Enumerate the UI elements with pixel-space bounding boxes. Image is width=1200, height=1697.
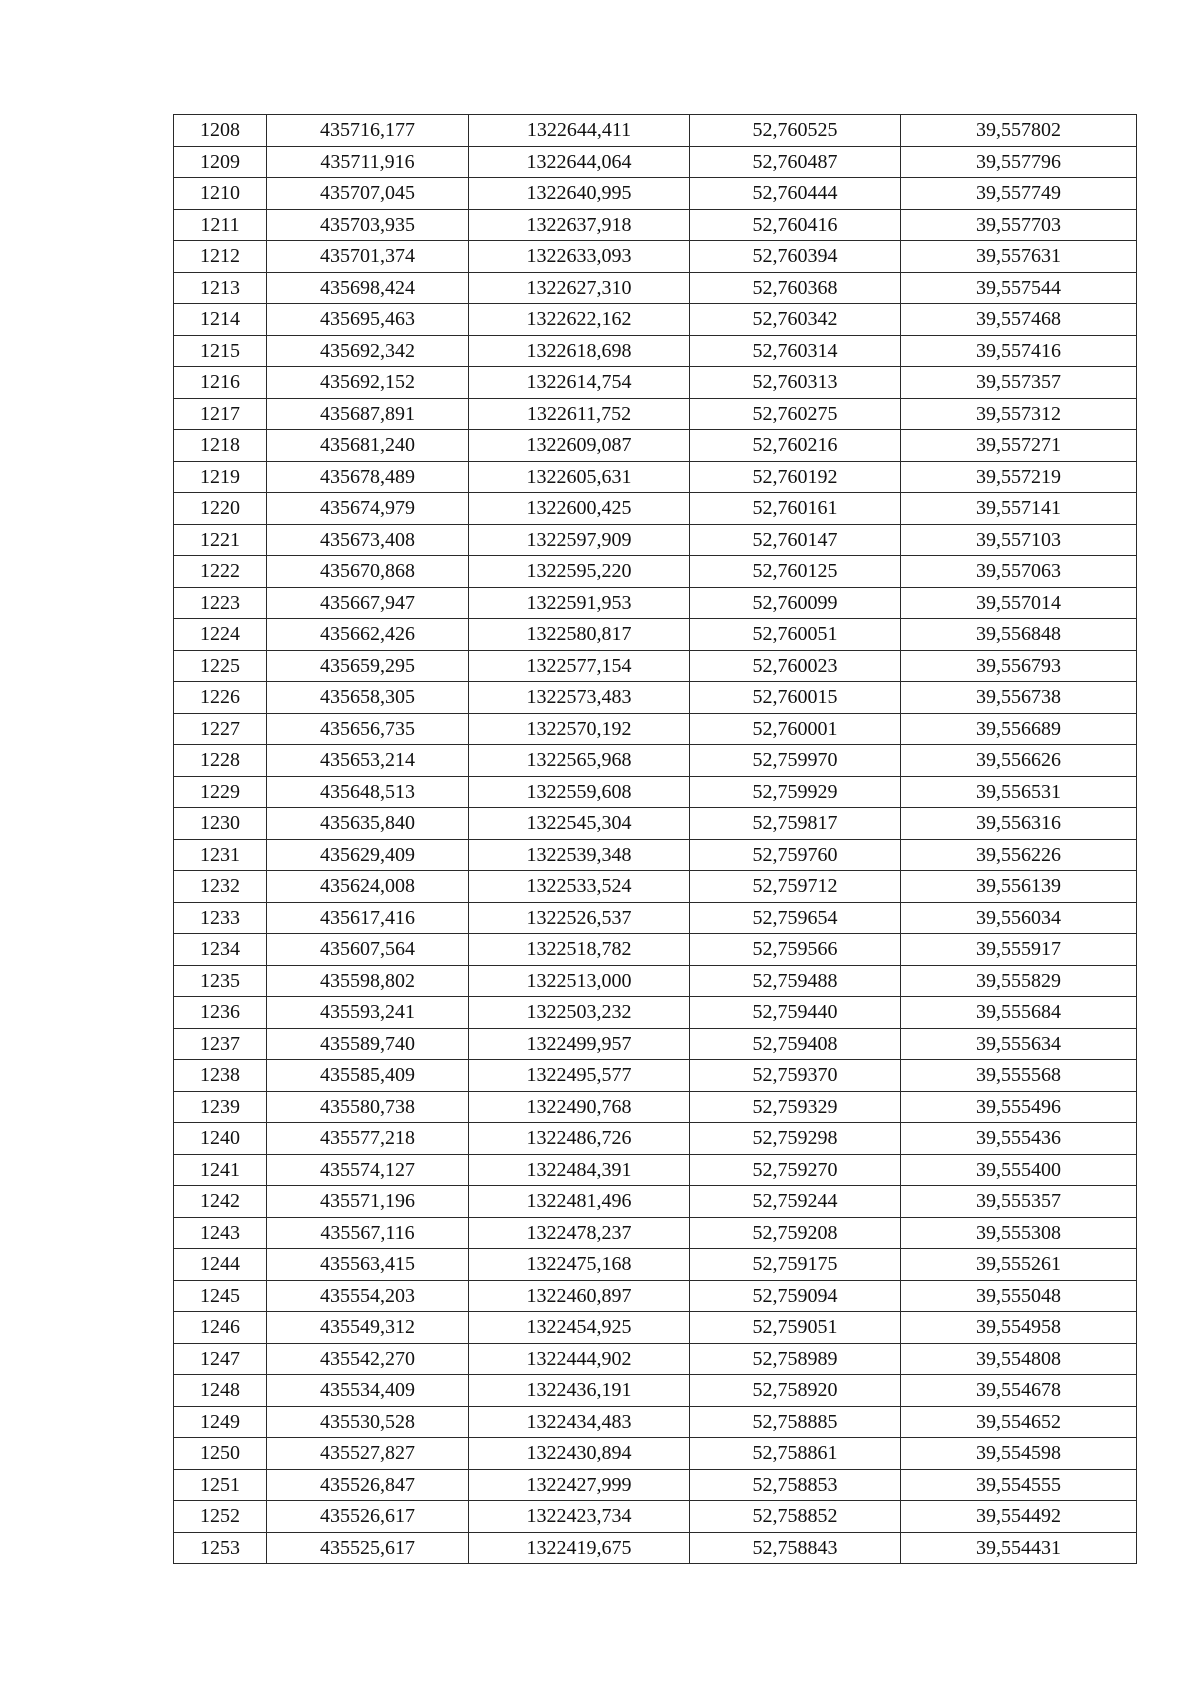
table-row [174,115,1137,147]
x-coordinate-cell: 435525,617 [267,1532,469,1564]
x-coordinate-cell: 435554,203 [267,1280,469,1312]
point-number-cell: 1233 [174,902,267,934]
latitude-cell: 52,760275 [690,398,901,430]
point-number-cell: 1248 [174,1375,267,1407]
latitude-cell: 52,759654 [690,902,901,934]
longitude-cell: 39,557468 [901,304,1137,336]
table-row [174,650,1137,682]
point-number-cell: 1231 [174,839,267,871]
point-number-cell: 1218 [174,430,267,462]
y-coordinate-cell: 1322570,192 [469,713,690,745]
x-coordinate-cell: 435526,847 [267,1469,469,1501]
table-row [174,241,1137,273]
table-row [174,1438,1137,1470]
longitude-cell: 39,554555 [901,1469,1137,1501]
table-row [174,335,1137,367]
point-number-cell: 1249 [174,1406,267,1438]
point-number-cell: 1245 [174,1280,267,1312]
longitude-cell: 39,555436 [901,1123,1137,1155]
table-row [174,1375,1137,1407]
y-coordinate-cell: 1322597,909 [469,524,690,556]
table-row [174,682,1137,714]
longitude-cell: 39,554678 [901,1375,1137,1407]
y-coordinate-cell: 1322633,093 [469,241,690,273]
x-coordinate-cell: 435567,116 [267,1217,469,1249]
longitude-cell: 39,555400 [901,1154,1137,1186]
table-row [174,1280,1137,1312]
longitude-cell: 39,557416 [901,335,1137,367]
latitude-cell: 52,759488 [690,965,901,997]
longitude-cell: 39,556531 [901,776,1137,808]
table-row [174,1469,1137,1501]
longitude-cell: 39,556689 [901,713,1137,745]
latitude-cell: 52,760444 [690,178,901,210]
latitude-cell: 52,759270 [690,1154,901,1186]
x-coordinate-cell: 435692,342 [267,335,469,367]
y-coordinate-cell: 1322486,726 [469,1123,690,1155]
table-row [174,619,1137,651]
table-row [174,965,1137,997]
y-coordinate-cell: 1322475,168 [469,1249,690,1281]
y-coordinate-cell: 1322436,191 [469,1375,690,1407]
x-coordinate-cell: 435692,152 [267,367,469,399]
y-coordinate-cell: 1322591,953 [469,587,690,619]
y-coordinate-cell: 1322618,698 [469,335,690,367]
x-coordinate-cell: 435617,416 [267,902,469,934]
y-coordinate-cell: 1322605,631 [469,461,690,493]
y-coordinate-cell: 1322490,768 [469,1091,690,1123]
y-coordinate-cell: 1322444,902 [469,1343,690,1375]
x-coordinate-cell: 435598,802 [267,965,469,997]
latitude-cell: 52,760368 [690,272,901,304]
y-coordinate-cell: 1322526,537 [469,902,690,934]
y-coordinate-cell: 1322577,154 [469,650,690,682]
y-coordinate-cell: 1322454,925 [469,1312,690,1344]
y-coordinate-cell: 1322644,064 [469,146,690,178]
x-coordinate-cell: 435607,564 [267,934,469,966]
point-number-cell: 1246 [174,1312,267,1344]
point-number-cell: 1253 [174,1532,267,1564]
table-row [174,713,1137,745]
y-coordinate-cell: 1322640,995 [469,178,690,210]
table-row [174,1060,1137,1092]
y-coordinate-cell: 1322430,894 [469,1438,690,1470]
point-number-cell: 1250 [174,1438,267,1470]
table-row [174,808,1137,840]
longitude-cell: 39,555357 [901,1186,1137,1218]
latitude-cell: 52,759244 [690,1186,901,1218]
table-row [174,430,1137,462]
y-coordinate-cell: 1322533,524 [469,871,690,903]
x-coordinate-cell: 435530,528 [267,1406,469,1438]
longitude-cell: 39,554598 [901,1438,1137,1470]
y-coordinate-cell: 1322478,237 [469,1217,690,1249]
point-number-cell: 1212 [174,241,267,273]
latitude-cell: 52,758853 [690,1469,901,1501]
point-number-cell: 1222 [174,556,267,588]
longitude-cell: 39,557796 [901,146,1137,178]
x-coordinate-cell: 435670,868 [267,556,469,588]
y-coordinate-cell: 1322481,496 [469,1186,690,1218]
point-number-cell: 1215 [174,335,267,367]
table-row [174,1343,1137,1375]
x-coordinate-cell: 435673,408 [267,524,469,556]
point-number-cell: 1241 [174,1154,267,1186]
latitude-cell: 52,758989 [690,1343,901,1375]
latitude-cell: 52,759329 [690,1091,901,1123]
point-number-cell: 1232 [174,871,267,903]
y-coordinate-cell: 1322545,304 [469,808,690,840]
x-coordinate-cell: 435635,840 [267,808,469,840]
x-coordinate-cell: 435658,305 [267,682,469,714]
y-coordinate-cell: 1322609,087 [469,430,690,462]
table-row [174,997,1137,1029]
x-coordinate-cell: 435542,270 [267,1343,469,1375]
point-number-cell: 1247 [174,1343,267,1375]
longitude-cell: 39,554958 [901,1312,1137,1344]
latitude-cell: 52,760342 [690,304,901,336]
latitude-cell: 52,760192 [690,461,901,493]
longitude-cell: 39,557631 [901,241,1137,273]
longitude-cell: 39,557357 [901,367,1137,399]
longitude-cell: 39,557749 [901,178,1137,210]
latitude-cell: 52,758852 [690,1501,901,1533]
latitude-cell: 52,760314 [690,335,901,367]
table-row [174,1091,1137,1123]
longitude-cell: 39,555261 [901,1249,1137,1281]
x-coordinate-cell: 435681,240 [267,430,469,462]
point-number-cell: 1235 [174,965,267,997]
latitude-cell: 52,759051 [690,1312,901,1344]
point-number-cell: 1251 [174,1469,267,1501]
point-number-cell: 1229 [174,776,267,808]
latitude-cell: 52,759566 [690,934,901,966]
x-coordinate-cell: 435659,295 [267,650,469,682]
table-row [174,776,1137,808]
longitude-cell: 39,555308 [901,1217,1137,1249]
longitude-cell: 39,556738 [901,682,1137,714]
longitude-cell: 39,557703 [901,209,1137,241]
point-number-cell: 1217 [174,398,267,430]
latitude-cell: 52,759298 [690,1123,901,1155]
table-row [174,1532,1137,1564]
latitude-cell: 52,759817 [690,808,901,840]
point-number-cell: 1220 [174,493,267,525]
latitude-cell: 52,758885 [690,1406,901,1438]
table-row [174,272,1137,304]
longitude-cell: 39,554652 [901,1406,1137,1438]
latitude-cell: 52,760416 [690,209,901,241]
longitude-cell: 39,556034 [901,902,1137,934]
x-coordinate-cell: 435624,008 [267,871,469,903]
y-coordinate-cell: 1322627,310 [469,272,690,304]
x-coordinate-cell: 435662,426 [267,619,469,651]
longitude-cell: 39,555496 [901,1091,1137,1123]
x-coordinate-cell: 435580,738 [267,1091,469,1123]
point-number-cell: 1209 [174,146,267,178]
point-number-cell: 1228 [174,745,267,777]
x-coordinate-cell: 435701,374 [267,241,469,273]
point-number-cell: 1227 [174,713,267,745]
latitude-cell: 52,760015 [690,682,901,714]
y-coordinate-cell: 1322460,897 [469,1280,690,1312]
x-coordinate-cell: 435698,424 [267,272,469,304]
point-number-cell: 1226 [174,682,267,714]
longitude-cell: 39,556226 [901,839,1137,871]
y-coordinate-cell: 1322503,232 [469,997,690,1029]
latitude-cell: 52,759175 [690,1249,901,1281]
table-row [174,367,1137,399]
y-coordinate-cell: 1322427,999 [469,1469,690,1501]
latitude-cell: 52,760487 [690,146,901,178]
point-number-cell: 1236 [174,997,267,1029]
longitude-cell: 39,556139 [901,871,1137,903]
table-row [174,524,1137,556]
table-row [174,398,1137,430]
x-coordinate-cell: 435648,513 [267,776,469,808]
longitude-cell: 39,557544 [901,272,1137,304]
table-row [174,493,1137,525]
point-number-cell: 1240 [174,1123,267,1155]
latitude-cell: 52,758843 [690,1532,901,1564]
point-number-cell: 1211 [174,209,267,241]
x-coordinate-cell: 435577,218 [267,1123,469,1155]
latitude-cell: 52,759760 [690,839,901,871]
table-row [174,1249,1137,1281]
y-coordinate-cell: 1322559,608 [469,776,690,808]
y-coordinate-cell: 1322614,754 [469,367,690,399]
x-coordinate-cell: 435549,312 [267,1312,469,1344]
y-coordinate-cell: 1322484,391 [469,1154,690,1186]
latitude-cell: 52,760216 [690,430,901,462]
latitude-cell: 52,759094 [690,1280,901,1312]
latitude-cell: 52,759970 [690,745,901,777]
latitude-cell: 52,760023 [690,650,901,682]
latitude-cell: 52,760161 [690,493,901,525]
latitude-cell: 52,759712 [690,871,901,903]
y-coordinate-cell: 1322600,425 [469,493,690,525]
point-number-cell: 1210 [174,178,267,210]
y-coordinate-cell: 1322434,483 [469,1406,690,1438]
y-coordinate-cell: 1322495,577 [469,1060,690,1092]
point-number-cell: 1208 [174,115,267,147]
x-coordinate-cell: 435574,127 [267,1154,469,1186]
x-coordinate-cell: 435526,617 [267,1501,469,1533]
table-row [174,587,1137,619]
longitude-cell: 39,557312 [901,398,1137,430]
longitude-cell: 39,557063 [901,556,1137,588]
longitude-cell: 39,557141 [901,493,1137,525]
point-number-cell: 1252 [174,1501,267,1533]
x-coordinate-cell: 435703,935 [267,209,469,241]
x-coordinate-cell: 435563,415 [267,1249,469,1281]
table-row [174,1406,1137,1438]
table-row [174,146,1137,178]
table-row [174,178,1137,210]
table-row [174,1186,1137,1218]
table-row [174,934,1137,966]
y-coordinate-cell: 1322611,752 [469,398,690,430]
table-row [174,871,1137,903]
latitude-cell: 52,759408 [690,1028,901,1060]
table-row [174,209,1137,241]
longitude-cell: 39,557219 [901,461,1137,493]
longitude-cell: 39,555917 [901,934,1137,966]
coordinates-table-body [174,115,1137,1564]
latitude-cell: 52,759208 [690,1217,901,1249]
latitude-cell: 52,759440 [690,997,901,1029]
longitude-cell: 39,556316 [901,808,1137,840]
longitude-cell: 39,557802 [901,115,1137,147]
table-row [174,745,1137,777]
point-number-cell: 1237 [174,1028,267,1060]
y-coordinate-cell: 1322423,734 [469,1501,690,1533]
longitude-cell: 39,557103 [901,524,1137,556]
x-coordinate-cell: 435707,045 [267,178,469,210]
x-coordinate-cell: 435711,916 [267,146,469,178]
longitude-cell: 39,555829 [901,965,1137,997]
point-number-cell: 1238 [174,1060,267,1092]
latitude-cell: 52,760394 [690,241,901,273]
longitude-cell: 39,556848 [901,619,1137,651]
table-row [174,1123,1137,1155]
point-number-cell: 1214 [174,304,267,336]
latitude-cell: 52,760147 [690,524,901,556]
latitude-cell: 52,758861 [690,1438,901,1470]
x-coordinate-cell: 435585,409 [267,1060,469,1092]
y-coordinate-cell: 1322644,411 [469,115,690,147]
y-coordinate-cell: 1322637,918 [469,209,690,241]
x-coordinate-cell: 435716,177 [267,115,469,147]
y-coordinate-cell: 1322518,782 [469,934,690,966]
longitude-cell: 39,555634 [901,1028,1137,1060]
latitude-cell: 52,760001 [690,713,901,745]
point-number-cell: 1216 [174,367,267,399]
y-coordinate-cell: 1322565,968 [469,745,690,777]
point-number-cell: 1219 [174,461,267,493]
point-number-cell: 1244 [174,1249,267,1281]
x-coordinate-cell: 435593,241 [267,997,469,1029]
longitude-cell: 39,556793 [901,650,1137,682]
longitude-cell: 39,557014 [901,587,1137,619]
x-coordinate-cell: 435653,214 [267,745,469,777]
latitude-cell: 52,760051 [690,619,901,651]
latitude-cell: 52,760525 [690,115,901,147]
x-coordinate-cell: 435687,891 [267,398,469,430]
point-number-cell: 1242 [174,1186,267,1218]
longitude-cell: 39,554431 [901,1532,1137,1564]
point-number-cell: 1224 [174,619,267,651]
latitude-cell: 52,760313 [690,367,901,399]
x-coordinate-cell: 435527,827 [267,1438,469,1470]
x-coordinate-cell: 435678,489 [267,461,469,493]
x-coordinate-cell: 435589,740 [267,1028,469,1060]
table-row [174,902,1137,934]
point-number-cell: 1230 [174,808,267,840]
table-row [174,1501,1137,1533]
y-coordinate-cell: 1322580,817 [469,619,690,651]
point-number-cell: 1225 [174,650,267,682]
x-coordinate-cell: 435667,947 [267,587,469,619]
y-coordinate-cell: 1322595,220 [469,556,690,588]
latitude-cell: 52,760099 [690,587,901,619]
table-row [174,1217,1137,1249]
coordinates-table [173,114,1137,1564]
y-coordinate-cell: 1322539,348 [469,839,690,871]
table-row [174,1028,1137,1060]
x-coordinate-cell: 435571,196 [267,1186,469,1218]
point-number-cell: 1234 [174,934,267,966]
longitude-cell: 39,557271 [901,430,1137,462]
point-number-cell: 1221 [174,524,267,556]
latitude-cell: 52,758920 [690,1375,901,1407]
longitude-cell: 39,555684 [901,997,1137,1029]
point-number-cell: 1243 [174,1217,267,1249]
latitude-cell: 52,760125 [690,556,901,588]
point-number-cell: 1223 [174,587,267,619]
longitude-cell: 39,556626 [901,745,1137,777]
y-coordinate-cell: 1322622,162 [469,304,690,336]
table-row [174,839,1137,871]
longitude-cell: 39,555568 [901,1060,1137,1092]
latitude-cell: 52,759929 [690,776,901,808]
point-number-cell: 1239 [174,1091,267,1123]
x-coordinate-cell: 435629,409 [267,839,469,871]
longitude-cell: 39,554808 [901,1343,1137,1375]
longitude-cell: 39,554492 [901,1501,1137,1533]
longitude-cell: 39,555048 [901,1280,1137,1312]
latitude-cell: 52,759370 [690,1060,901,1092]
table-row [174,556,1137,588]
table-row [174,461,1137,493]
point-number-cell: 1213 [174,272,267,304]
x-coordinate-cell: 435674,979 [267,493,469,525]
y-coordinate-cell: 1322499,957 [469,1028,690,1060]
y-coordinate-cell: 1322513,000 [469,965,690,997]
x-coordinate-cell: 435695,463 [267,304,469,336]
x-coordinate-cell: 435656,735 [267,713,469,745]
table-row [174,1312,1137,1344]
y-coordinate-cell: 1322573,483 [469,682,690,714]
x-coordinate-cell: 435534,409 [267,1375,469,1407]
y-coordinate-cell: 1322419,675 [469,1532,690,1564]
table-row [174,1154,1137,1186]
table-row [174,304,1137,336]
